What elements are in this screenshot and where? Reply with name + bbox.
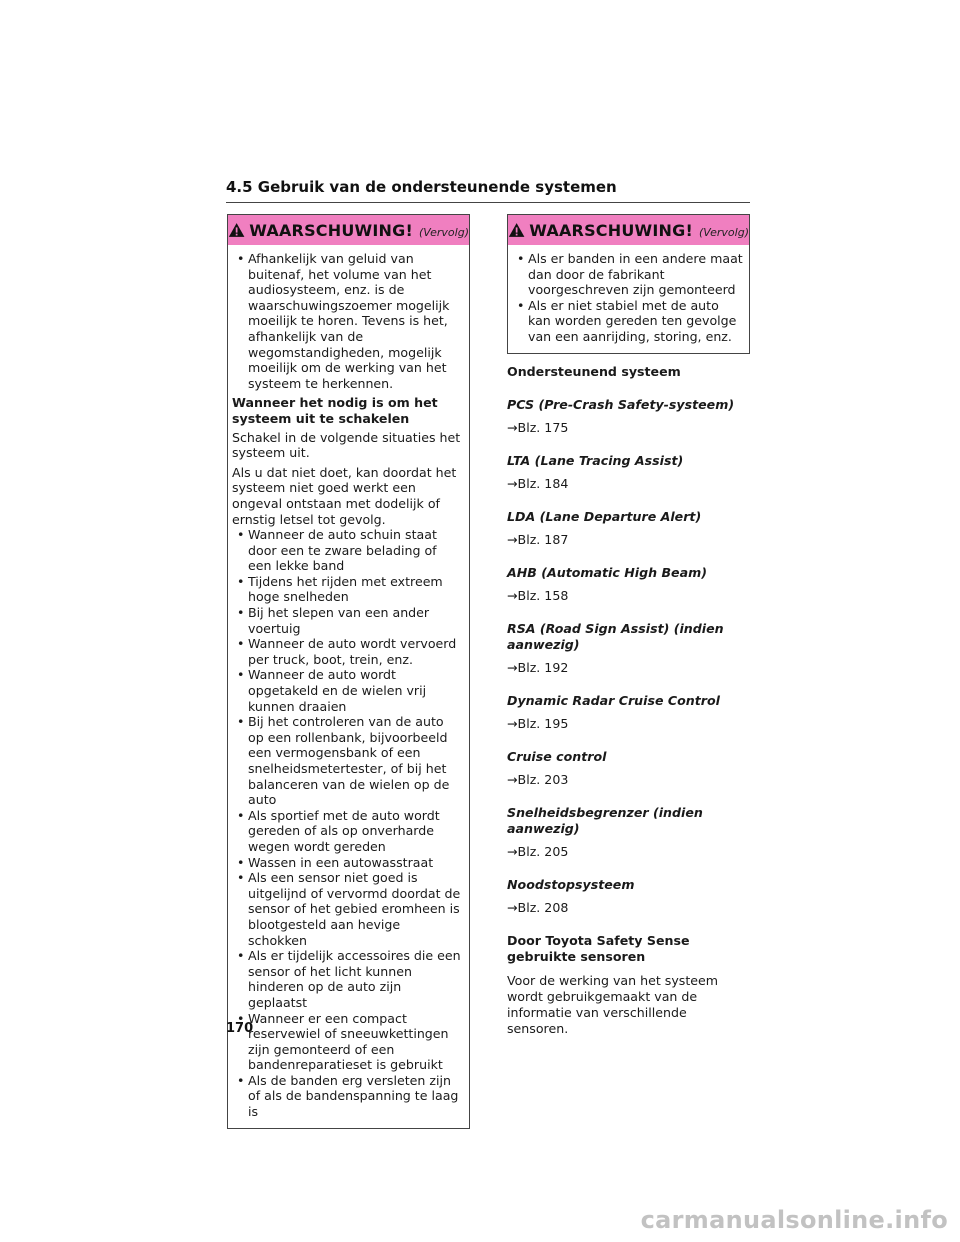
bullet-item: • Als er banden in een andere maat dan door de fabrikant voorgeschreven zijn gemonteerd [512,251,743,298]
bullet-item: • Wanneer er een compact reservewiel of sneeuwkettingen zijn gemonteerd of een bandenreparatieset is gebruikt [232,1011,463,1073]
sensors-paragraph: Voor de werking van het systeem wordt gebruikgemaakt van de informatie van verschillende sensoren. [507,972,719,1036]
warning-title: WAARSCHUWING! [529,220,693,240]
watermark-text: carmanualsonline.info [640,1206,948,1234]
bullet-item: • Wanneer de auto wordt vervoerd per truck, boot, trein, enz. [232,636,463,667]
section-header: 4.5 Gebruik van de ondersteunende systemen [226,178,750,203]
bullet-item: • Wanneer de auto wordt opgetakeld en de wielen vrij kunnen draaien [232,667,463,714]
left-column [227,214,470,1129]
system-item-title: Dynamic Radar Cruise Control [507,692,720,708]
system-item-title: PCS (Pre-Crash Safety-systeem) [507,396,735,412]
bullet-item: • Als sportief met de auto wordt gereden of als op onverharde wegen wordt gereden [232,808,463,855]
page-number: 170 [226,1021,254,1036]
page-reference-link[interactable]: →Blz. 175 [507,419,569,435]
page-reference-link[interactable]: →Blz. 184 [507,475,569,491]
right-column [507,214,750,1037]
bullet-item: • Bij het controleren van de auto op een rollenbank, bijvoorbeeld een vermogensbank of een snelheidsmetertester, of bij het balanceren van de wielen op de auto [232,714,463,808]
warning-triangle-icon [508,221,525,239]
bullet-item: • Als de banden erg versleten zijn of als de bandenspanning te laag is [232,1073,463,1120]
system-item-title: AHB (Automatic High Beam) [507,564,707,580]
section-heading: Wanneer het nodig is om het systeem uit te schakelen [232,395,438,426]
page-reference-link[interactable]: →Blz. 203 [507,771,569,787]
paragraph: Als u dat niet doet, kan doordat het systeem niet goed werkt een ongeval ontstaan met dodelijk of ernstig letsel tot gevolg. [232,464,457,527]
system-item-title: RSA (Road Sign Assist) (indien aanwezig) [507,620,724,652]
warning-header [508,215,749,245]
paragraph: Schakel in de volgende situaties het systeem uit. [232,429,461,461]
bullet-item: • Als er tijdelijk accessoires die een sensor of het licht kunnen hinderen op de auto zijn geplaatst [232,948,463,1010]
page-reference-link[interactable]: →Blz. 208 [507,899,569,915]
bullet-item: • Wassen in een autowasstraat [232,855,463,871]
page-reference-link[interactable]: →Blz. 187 [507,531,569,547]
bullet-item: • Als er niet stabiel met de auto kan worden gereden ten gevolge van een aanrijding, storing, enz. [512,298,743,345]
page-reference-link[interactable]: →Blz. 195 [507,715,569,731]
system-list [507,364,750,1037]
bullet-item: • Afhankelijk van geluid van buitenaf, het volume van het audiosysteem, enz. is de waarschuwingszoemer mogelijk moeilijk te horen. Tevens is het, afhankelijk van de wegomstandigheden, mogelijk moeilijk om de werking van het systeem te herkennen. [232,251,463,391]
bullet-item: • Als een sensor niet goed is uitgelijnd of vervormd doordat de sensor of het gebied eromheen is blootgesteld aan hevige schokken [232,870,463,948]
system-item-title: Noodstopsysteem [507,876,635,892]
warning-box-right [507,214,750,354]
page-reference-link[interactable]: →Blz. 158 [507,587,569,603]
system-item-title: LDA (Lane Departure Alert) [507,508,702,524]
system-item-title: Snelheidsbegrenzer (indien aanwezig) [507,804,703,836]
bullet-item: • Tijdens het rijden met extreem hoge snelheden [232,574,463,605]
warning-body [508,245,749,353]
warning-continued: (Vervolg) [418,225,469,239]
page-reference-link[interactable]: →Blz. 192 [507,659,569,675]
warning-continued: (Vervolg) [698,225,749,239]
system-item-title: LTA (Lane Tracing Assist) [507,452,684,468]
warning-box-left [227,214,470,1129]
warning-triangle-icon [228,221,245,239]
warning-body [228,245,469,1128]
bullet-item: • Wanneer de auto schuin staat door een te zware belading of een lekke band [232,527,463,574]
sensors-heading: Door Toyota Safety Sense gebruikte sensoren [507,932,690,964]
bullet-item: • Bij het slepen van een ander voertuig [232,605,463,636]
page-reference-link[interactable]: →Blz. 205 [507,843,569,859]
warning-header [228,215,469,245]
system-item-title: Cruise control [507,748,607,764]
warning-title: WAARSCHUWING! [249,220,413,240]
section-heading: Ondersteunend systeem [507,363,681,379]
